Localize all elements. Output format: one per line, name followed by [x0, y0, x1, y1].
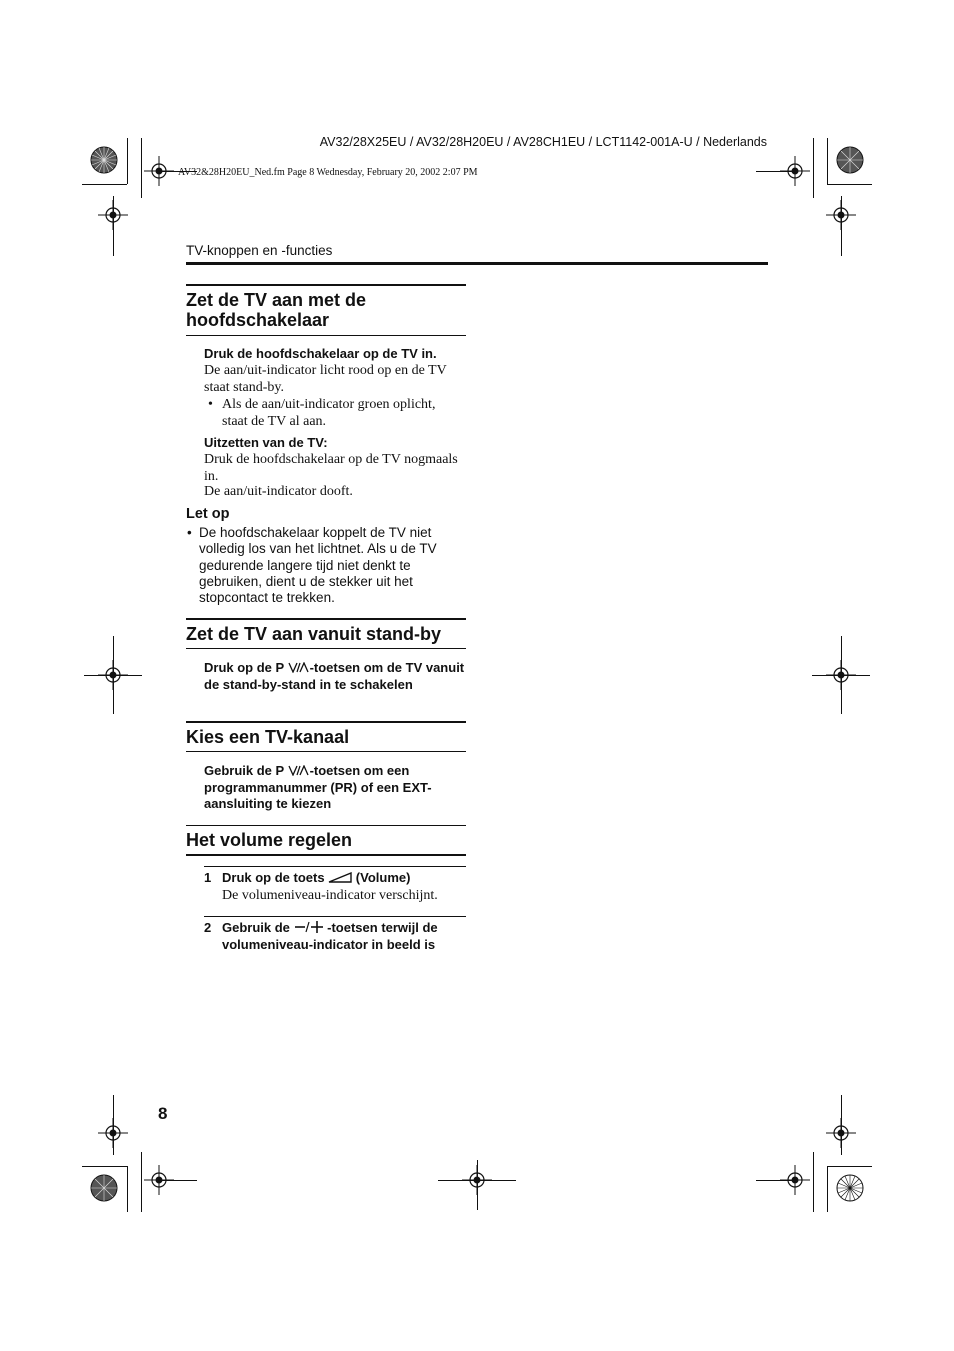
- section-rule: [186, 284, 466, 286]
- channel-up-down-icon: [288, 764, 310, 780]
- step-rule: [204, 916, 466, 917]
- step-rule: [204, 866, 466, 867]
- step-instruction: Druk op de toets (Volume): [222, 870, 411, 885]
- section-rule: [186, 618, 466, 620]
- channel-up-down-icon: [288, 661, 310, 677]
- sub-heading: Uitzetten van de TV:: [204, 435, 328, 450]
- section-rule: [186, 751, 466, 752]
- bullet-icon: •: [187, 525, 192, 540]
- note-heading: Let op: [186, 506, 230, 522]
- step-heading: Druk de hoofdschakelaar op de TV in.: [204, 346, 437, 361]
- sub-text: Druk de hoofdschakelaar op de TV nogmaals in.: [204, 452, 458, 484]
- section-rule: [186, 335, 466, 336]
- step-number: 1: [204, 870, 212, 885]
- sub-text: De aan/uit-indicator dooft.: [204, 484, 353, 499]
- page-number: 8: [158, 1104, 168, 1123]
- section-title: Kies een TV-kanaal: [186, 727, 350, 747]
- instruction-text: Druk op de P -toetsen om de TV vanuit de stand-by-stand in te schakelen: [204, 660, 465, 692]
- registration-circle-icon: [90, 1174, 118, 1202]
- section-rule: [186, 825, 466, 826]
- section-rule: [186, 854, 466, 856]
- section-title: Zet de TV aan vanuit stand-by: [186, 624, 442, 644]
- registration-circle-icon: [836, 1174, 864, 1202]
- registration-circle-icon: [836, 146, 864, 174]
- volume-icon: [328, 871, 352, 887]
- step-number: 2: [204, 920, 212, 935]
- bullet-icon: •: [208, 397, 213, 412]
- step-text: De aan/uit-indicator licht rood op en de TV staat stand-by.: [204, 363, 447, 395]
- model-line: AV32/28X25EU / AV32/28H20EU / AV28CH1EU / LCT1142-001A-U / Nederlands: [319, 135, 767, 149]
- section-title: Zet de TV aan met de hoofdschakelaar: [186, 290, 367, 330]
- running-title: TV-knoppen en -functies: [186, 243, 333, 258]
- step-text: De volumeniveau-indicator verschijnt.: [222, 888, 438, 903]
- file-info: AV32&28H20EU_Ned.fm Page 8 Wednesday, February 20, 2002 2:07 PM: [178, 167, 478, 178]
- header-rule: [186, 262, 768, 265]
- note-text: De hoofdschakelaar koppelt de TV niet volledig los van het lichtnet. Als u de TV gedurende langere tijd niet denkt te gebruiken, dient u de stekker uit het stopcontact te trekken.: [199, 525, 437, 606]
- section-rule: [186, 648, 466, 649]
- minus-plus-icon: [294, 921, 324, 937]
- bullet-text: Als de aan/uit-indicator groen oplicht, staat de TV al aan.: [222, 397, 436, 429]
- section-rule: [186, 721, 466, 723]
- section-title: Het volume regelen: [186, 830, 353, 850]
- instruction-text: Gebruik de P -toetsen om een programmanummer (PR) of een EXT-aansluiting te kiezen: [204, 763, 432, 811]
- registration-circle-icon: [90, 146, 118, 174]
- step-instruction: Gebruik de -toetsen terwijl de volumeniveau-indicator in beeld is: [222, 920, 438, 952]
